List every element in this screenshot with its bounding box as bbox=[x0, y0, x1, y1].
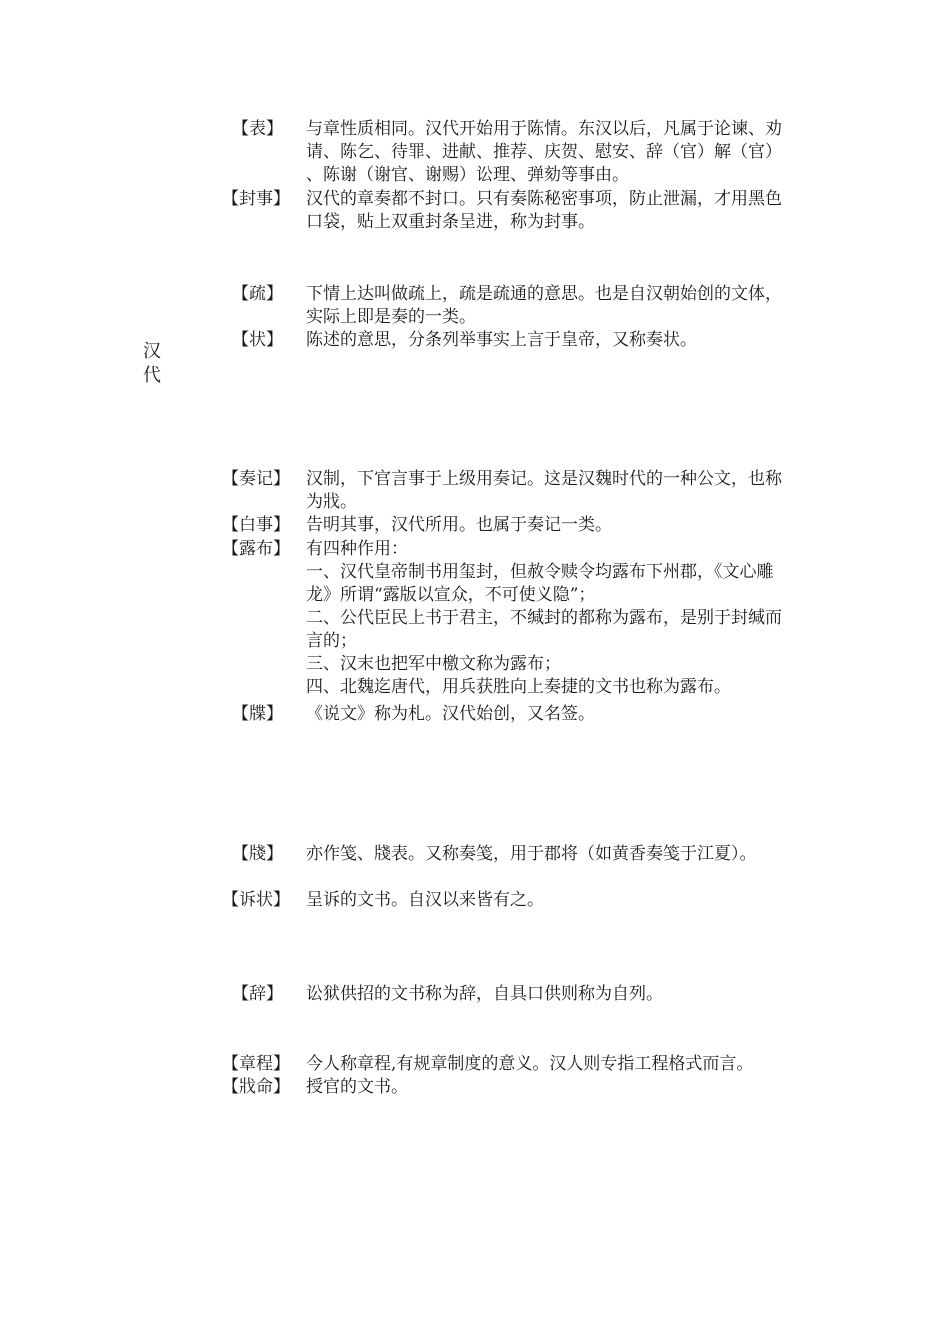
entry-lubu bbox=[222, 538, 852, 699]
entry-definition bbox=[306, 889, 842, 912]
entry-definition bbox=[306, 118, 842, 187]
definition-line: 三、汉末也把军中檄文称为露布； bbox=[306, 654, 561, 674]
entry-biao bbox=[222, 118, 852, 187]
definition-line: 亦作笺、牋表。又称奏笺，用于郡将（如黄香奏笺于江夏）。 bbox=[306, 844, 757, 864]
entry-term: 【章程】 bbox=[222, 1054, 290, 1074]
definition-line: 《说文》称为札。汉代始创，又名签。 bbox=[306, 704, 595, 724]
definition-line: 请、陈乞、待罪、进献、推荐、庆贺、慰安、辞（官）解（官） bbox=[306, 142, 782, 162]
entry-term: 【露布】 bbox=[222, 539, 290, 559]
entry-shu bbox=[222, 283, 852, 329]
entry-baishi bbox=[222, 514, 852, 537]
definition-line: 二、公代臣民上书于君主，不缄封的都称为露布，是别于封缄而 bbox=[306, 608, 782, 628]
entry-term: 【奏记】 bbox=[222, 469, 290, 489]
entry-jian bbox=[222, 843, 852, 866]
entry-term: 【诉状】 bbox=[222, 890, 290, 910]
entry-definition bbox=[306, 329, 842, 352]
entry-term: 【表】 bbox=[232, 119, 283, 139]
definition-line: 口袋，贴上双重封条呈进，称为封事。 bbox=[306, 212, 595, 232]
definition-line: 呈诉的文书。自汉以来皆有之。 bbox=[306, 890, 544, 910]
entry-term: 【疏】 bbox=[232, 284, 283, 304]
definition-line: 授官的文书。 bbox=[306, 1077, 408, 1097]
definition-line: 、陈谢（谢官、谢赐）讼理、弹劾等事由。 bbox=[306, 165, 629, 185]
entry-ci bbox=[222, 983, 852, 1006]
entry-term: 【白事】 bbox=[222, 515, 290, 535]
definition-line: 讼狱供招的文书称为辞，自具口供则称为自列。 bbox=[306, 984, 663, 1004]
entry-zhangcheng bbox=[222, 1053, 852, 1076]
entry-qiangming bbox=[222, 1076, 852, 1099]
entry-definition bbox=[306, 1076, 842, 1099]
entry-definition bbox=[306, 983, 842, 1006]
entry-term: 【封事】 bbox=[222, 189, 290, 209]
entry-term: 【牒】 bbox=[232, 704, 283, 724]
definition-line: 四、北魏迄唐代，用兵获胜向上奏捷的文书也称为露布。 bbox=[306, 677, 731, 697]
definition-line: 告明其事，汉代所用。也属于奏记一类。 bbox=[306, 515, 612, 535]
entry-definition bbox=[306, 538, 842, 699]
definition-line: 一、汉代皇帝制书用玺封，但赦令赎令均露布下州郡，《文心雕 bbox=[306, 562, 774, 582]
entry-definition bbox=[306, 283, 842, 329]
entry-definition bbox=[306, 514, 842, 537]
era-label-char: 代 bbox=[143, 365, 161, 386]
definition-line: 今人称章程,有规章制度的意义。汉人则专指工程格式而言。 bbox=[306, 1054, 754, 1074]
era-label-char: 汉 bbox=[143, 341, 161, 362]
entry-term: 【辞】 bbox=[232, 984, 283, 1004]
era-label bbox=[141, 340, 163, 388]
entry-zhuang bbox=[222, 329, 852, 352]
definition-line: 实际上即是奏的一类。 bbox=[306, 307, 476, 327]
entry-fengshi bbox=[222, 188, 852, 234]
entry-term: 【状】 bbox=[232, 330, 283, 350]
entry-term: 【牋】 bbox=[232, 844, 283, 864]
definition-line: 下情上达叫做疏上，疏是疏通的意思。也是自汉朝始创的文体， bbox=[306, 284, 782, 304]
definition-line: 汉代的章奏都不封口。只有奏陈秘密事项，防止泄漏，才用黑色 bbox=[306, 189, 782, 209]
entry-zouji bbox=[222, 468, 852, 514]
entry-definition bbox=[306, 843, 842, 866]
entry-definition bbox=[306, 703, 842, 726]
definition-line: 汉制，下官言事于上级用奏记。这是汉魏时代的一种公文，也称 bbox=[306, 469, 782, 489]
definition-line: 言的； bbox=[306, 631, 357, 651]
entry-definition bbox=[306, 188, 842, 234]
entry-definition bbox=[306, 468, 842, 514]
entry-die bbox=[222, 703, 852, 726]
definition-line: 与章性质相同。汉代开始用于陈情。东汉以后，凡属于论谏、劝 bbox=[306, 119, 782, 139]
definition-line: 有四种作用： bbox=[306, 539, 408, 559]
definition-line: 陈述的意思，分条列举事实上言于皇帝，又称奏状。 bbox=[306, 330, 697, 350]
entry-suzhuang bbox=[222, 889, 852, 912]
definition-line: 龙》所谓“露版以宣众，不可使义隐”； bbox=[306, 585, 596, 605]
entry-definition bbox=[306, 1053, 842, 1076]
definition-line: 为戕。 bbox=[306, 492, 357, 512]
entry-term: 【戕命】 bbox=[222, 1077, 290, 1097]
